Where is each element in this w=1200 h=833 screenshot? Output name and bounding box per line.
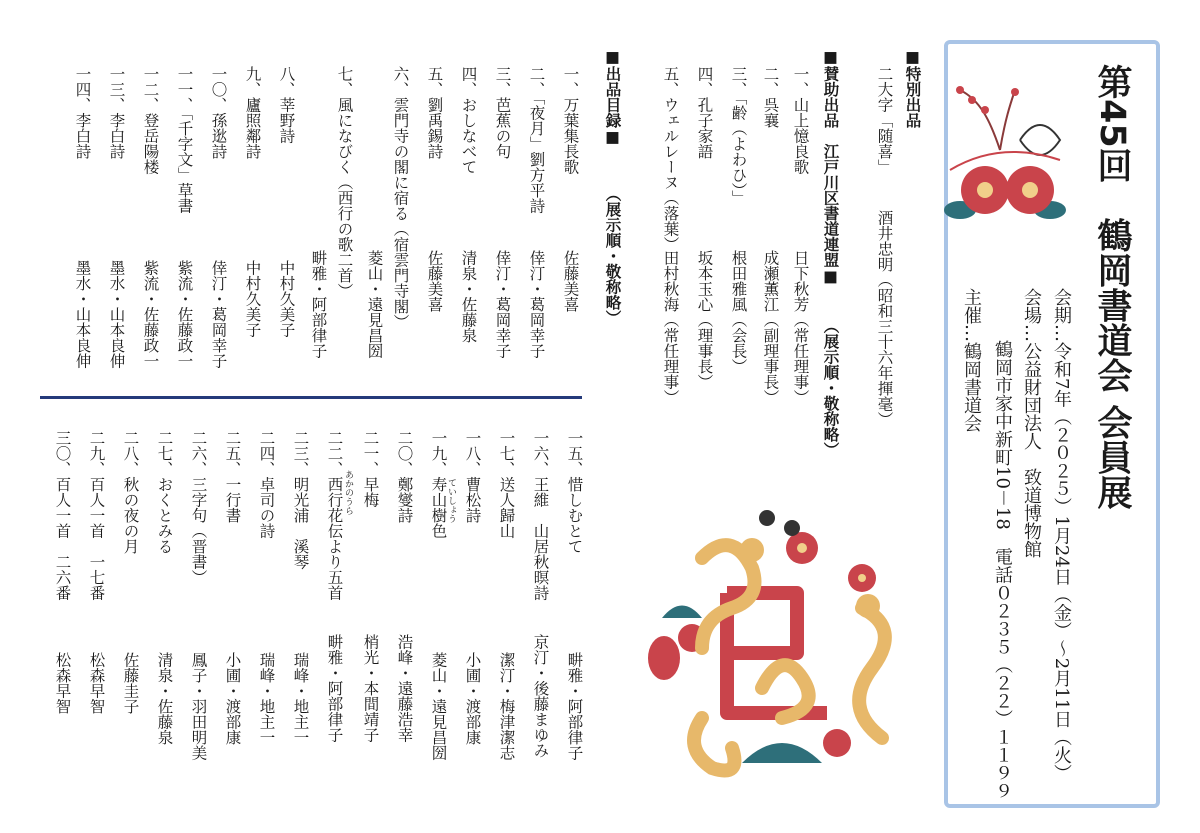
catalog-author: 松森早智	[53, 652, 72, 714]
special-heading: ■特別出品	[903, 48, 922, 128]
catalog-work: 七、風になびく（西行の歌二首）	[335, 66, 354, 299]
catalog-work: 二〇、鄭燮詩	[395, 430, 414, 523]
catalog-author: 佐藤圭子	[121, 652, 140, 714]
catalog-author: 鳳子・羽田明美	[189, 652, 208, 761]
catalog-work: 三、芭蕉の句	[493, 66, 512, 159]
catalog-work: 二八、秋の夜の月	[121, 430, 140, 554]
support-note: （展示順・敬称略）	[821, 318, 840, 458]
catalog-work: 一九、寿山樹色	[429, 430, 448, 539]
catalog-work: 八、莘野詩	[277, 66, 296, 144]
catalog-work: 一〇、孫逖詩	[209, 66, 228, 159]
special-author: 酒井忠明（昭和三十六年揮毫）	[875, 210, 894, 427]
catalog-work: 五、劉禹錫詩	[425, 66, 444, 159]
special-work: 二大字「随喜」	[875, 66, 894, 175]
catalog-work: 三〇、百人一首 二六番	[53, 430, 72, 601]
catalog-work: 二三、明光浦 溪琴	[291, 430, 310, 570]
catalog-author: 菱山・遠見昌圀	[365, 250, 384, 359]
catalog-author: 梢光・本間靖子	[361, 634, 380, 743]
catalog-author: 清泉・佐藤泉	[155, 652, 174, 745]
support-author: 日下秋芳（常任理事）	[791, 250, 810, 405]
catalog-author: 畊雅・阿部律子	[565, 652, 584, 761]
catalog-author: 京汀・後藤まゆみ	[531, 634, 550, 758]
catalog-work: 一六、王維 山居秋暝詩	[531, 430, 550, 601]
support-heading: ■賛助出品 江戸川区書道連盟■	[821, 48, 840, 286]
catalog-work: 一二、登岳陽楼	[141, 66, 160, 175]
catalog-author: 倖汀・葛岡幸子	[527, 250, 546, 359]
catalog-author: 墨水・山本良伸	[73, 260, 92, 369]
catalog-work: 一七、送人歸山	[497, 430, 516, 539]
support-work: 二、呉襄	[761, 66, 780, 128]
venue-line: 会場…公益財団法人 致道博物館	[1021, 288, 1042, 558]
support-author: 成瀬薫江（副理事長）	[761, 250, 780, 405]
catalog-work: 二四、卓司の詩	[257, 430, 276, 539]
support-work: 五、ウェルレーヌ（落葉）	[661, 66, 680, 252]
support-author: 坂本玉心（理事長）	[695, 250, 714, 390]
catalog-note: （展示順・敬称略）	[603, 186, 622, 326]
catalog-author: 畊雅・阿部律子	[325, 634, 344, 743]
catalog-work: 二一、早梅	[361, 430, 380, 508]
catalog-work: 九、廬照鄰詩	[243, 66, 262, 159]
catalog-author: 浩峰・遠藤浩幸	[395, 634, 414, 743]
camellia-decoration	[930, 80, 1080, 230]
catalog-author: 倖汀・葛岡幸子	[209, 260, 228, 369]
catalog-author: 瑞峰・地主一	[257, 652, 276, 745]
catalog-work: 一一、「千字文」草書	[175, 66, 194, 214]
catalog-author: 畊雅・阿部律子	[309, 250, 328, 359]
catalog-work: 二六、三字句（晋書）	[189, 430, 208, 585]
exhibition-title: 第45回 鶴岡書道会 会員展	[1092, 64, 1132, 510]
support-work: 三、「齢（よわひ）」	[729, 66, 748, 206]
support-work: 四、孔子家語	[695, 66, 714, 159]
catalog-author: 佐藤美喜	[425, 250, 444, 312]
catalog-author: 瑞峰・地主一	[291, 652, 310, 745]
catalog-author: 墨水・山本良伸	[107, 260, 126, 369]
catalog-work: 一三、李白詩	[107, 66, 126, 159]
catalog-work: 四、おしなべて	[459, 66, 478, 175]
support-work: 一、山上憶良歌	[791, 66, 810, 175]
catalog-author: 松森早智	[87, 652, 106, 714]
ruby-text: ていしょう	[446, 478, 456, 523]
catalog-author: 小圃・渡部康	[463, 652, 482, 745]
snake-illustration	[632, 488, 932, 788]
catalog-work: 一四、李白詩	[73, 66, 92, 159]
support-author: 根田雅風（会長）	[729, 250, 748, 374]
catalog-work: 二、「夜月」劉方平詩	[527, 66, 546, 214]
section-divider	[40, 396, 582, 399]
catalog-author: 佐藤美喜	[561, 250, 580, 312]
catalog-author: 倖汀・葛岡幸子	[493, 250, 512, 359]
catalog-work: 一、万葉集長歌	[561, 66, 580, 175]
ruby-text: あかのうら	[343, 470, 353, 515]
catalog-author: 小圃・渡部康	[223, 652, 242, 745]
catalog-work: 二七、おくとみる	[155, 430, 174, 554]
catalog-heading: ■出品目録■	[603, 48, 622, 146]
catalog-author: 中村久美子	[243, 260, 262, 338]
catalog-author: 中村久美子	[277, 260, 296, 338]
support-author: 田村秋海（常任理事）	[661, 250, 680, 405]
catalog-work: 二九、百人一首 一七番	[87, 430, 106, 601]
catalog-author: 菱山・遠見昌圀	[429, 652, 448, 761]
catalog-author: 紫流・佐藤政一	[141, 260, 160, 369]
catalog-author: 清泉・佐藤泉	[459, 250, 478, 343]
catalog-author: 紫流・佐藤政一	[175, 260, 194, 369]
catalog-work: 二二、西行花伝より五首	[325, 430, 344, 601]
period-line: 会期…令和7年（２０２５）1月24日（金）～2月11日（火）	[1051, 288, 1072, 783]
catalog-work: 二五、一行書	[223, 430, 242, 523]
catalog-work: 一五、惜しむとて	[565, 430, 584, 554]
address-line: 鶴岡市家中新町10－18 電話０２３５（２２）１１９９	[992, 340, 1013, 800]
catalog-work: 六、雲門寺の閣に宿る（宿雲門寺閣）	[391, 66, 410, 330]
catalog-author: 潔汀・梅津潔志	[497, 652, 516, 761]
host-line: 主催…鶴岡書道会	[961, 288, 982, 432]
catalog-work: 一八、曹松詩	[463, 430, 482, 523]
